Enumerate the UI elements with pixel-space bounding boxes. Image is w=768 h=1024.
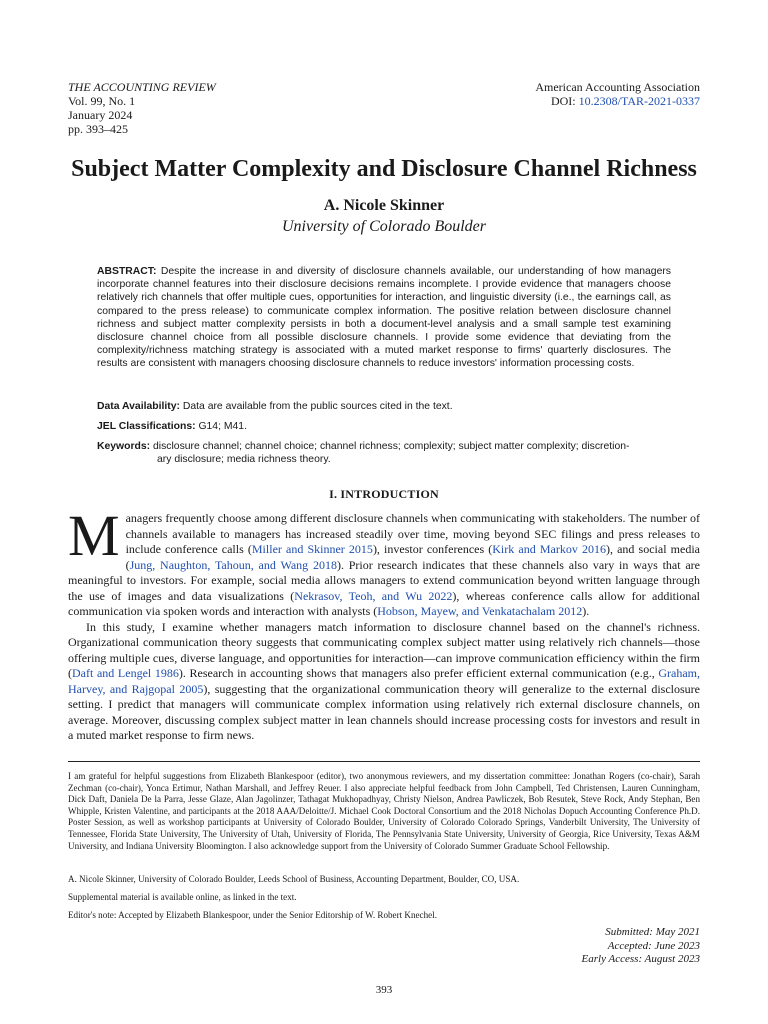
intro-paragraph-2: In this study, I examine whether managers match information to disclosure channel based on the channel's richness. Organizational communication theory suggests that communicating complex subject matter using relatively rich channels—those offering multiple cues, diverse language, and opportunities for interaction—can improve communication efficiency within the firm (Daft and Lengel 1986). Research in accounting shows that managers also prefer efficient external communication (e.g., Graham, Harvey, and Rajgopal 2005), suggesting that the organizational communication theory will generalize to the external disclosure setting. I predict that managers will communicate complex information using relatively rich external disclosure channels, on average. Moreover, discussing complex subject matter in lean channels should increase processing costs for investors and result in a muted market response to firm news. xyxy=(68,619,700,742)
abstract xyxy=(97,265,671,371)
citation-link[interactable]: Hobson, Mayew, and Venkatachalam 2012 xyxy=(377,604,583,618)
citation-link[interactable]: Kirk and Markov 2016 xyxy=(492,542,606,556)
journal-pages: pp. 393–425 xyxy=(68,122,128,136)
footnote-acknowledgment: I am grateful for helpful suggestions from Elizabeth Blankespoor (editor), two anonymous reviewers, and my dissertation committee: Jonathan Rogers (co-chair), Sarah Zechman (co-chair), Yonca Ertimur, Nathan Marshall, and Jeffrey Reuer. I also appreciate helpful feedback from John Campbell, Ted Christensen, Lauren Cunningham, Dick Daft, Daniela De la Parra, Jesse Glaze, Alan Jagolinzer, Tathagat Mukhopadhyay, Christy Nielson, Andrea Pawliczek, Bob Resutek, Steve Rock, Andy Stephan, Ben Whipple, Kristen Valentine, and participants at the 2018 AAA/Deloitte/J. Michael Cook Doctoral Consortium and the 2018 Nicholas Dopuch Accounting Conference Ph.D. Poster Session, as well as workshop participants at University of Colorado Boulder, University of Colorado Colorado Springs, Vanderbilt University, The University of Tennessee, Florida State University, The University of Utah, University of Florida, The Pennsylvania State University, University of Georgia, Rice University, Texas A&M University, and Indiana University Bloomington. I also acknowledge support from the University of Colorado Summer Graduate School Fellowship. xyxy=(68,771,700,851)
data-availability-text: Data are available from the public sources cited in the text. xyxy=(179,401,453,412)
citation-link[interactable]: Nekrasov, Teoh, and Wu 2022 xyxy=(294,588,453,603)
keywords-label: Keywords: xyxy=(97,441,151,452)
journal-name: THE ACCOUNTING REVIEW xyxy=(68,80,216,94)
doi-label: DOI: xyxy=(550,94,579,108)
section-heading: I. INTRODUCTION xyxy=(329,487,439,501)
citation-link[interactable]: Miller and Skinner 2015 xyxy=(251,542,373,556)
citation-link[interactable]: Daft and Lengel 1986 xyxy=(72,666,179,680)
publisher-header xyxy=(535,80,700,108)
citation-link[interactable]: Jung, Naughton, Tahoun, and Wang 2018 xyxy=(129,557,337,572)
jel-text: G14; M41. xyxy=(195,421,247,432)
data-availability xyxy=(97,400,671,413)
keywords-line-1: disclosure channel; channel choice; channel richness; complexity; subject matter complexity; discretion- xyxy=(150,441,630,452)
footnote-address: A. Nicole Skinner, University of Colorado Boulder, Leeds School of Business, Accounting Department, Boulder, CO, USA. xyxy=(68,874,520,884)
journal-volume: Vol. 99, No. 1 xyxy=(68,94,136,108)
author-name: A. Nicole Skinner xyxy=(323,197,445,214)
data-availability-label: Data Availability: xyxy=(97,401,180,412)
abstract-label: ABSTRACT: xyxy=(97,266,157,277)
submitted-date: Submitted: May 2021 xyxy=(605,926,700,938)
journal-header xyxy=(68,80,216,136)
page-number: 393 xyxy=(375,984,393,996)
keywords xyxy=(97,440,671,466)
keywords-line-2: ary disclosure; media richness theory. xyxy=(157,454,331,466)
paper-title: Subject Matter Complexity and Disclosure Channel Richness xyxy=(71,156,697,182)
introduction-body xyxy=(68,503,700,744)
journal-date: January 2024 xyxy=(68,108,133,122)
drop-cap: M xyxy=(68,503,120,568)
publisher-name: American Accounting Association xyxy=(535,80,700,94)
early-access-date: Early Access: August 2023 xyxy=(581,953,700,965)
citation-link[interactable]: Graham, Harvey, and Rajgopal 2005 xyxy=(68,666,700,696)
intro-paragraph-1: Managers frequently choose among different disclosure channels when communicating with stakeholders. The number of channels available to managers has increased steadily over time, moving beyond SEC filings and press releases to include conference calls (Miller and Skinner 2015), investor conferences (Kirk and Markov 2016), and social media (Jung, Naughton, Tahoun, and Wang 2018). Prior research indicates that these channels also vary in ways that are meaningful to investors. For example, social media allows managers to extend communication beyond written language through the use of images and data visualizations (Nekrasov, Teoh, and Wu 2022), whereas conference calls allow for additional communication via spoken words and interaction with analysts (Hobson, Mayew, and Venkatachalam 2012). xyxy=(68,503,700,618)
doi-line xyxy=(535,94,700,108)
accepted-date: Accepted: June 2023 xyxy=(607,939,700,952)
jel-classifications xyxy=(97,420,671,433)
publication-dates xyxy=(582,926,700,967)
author-affiliation: University of Colorado Boulder xyxy=(282,218,486,235)
abstract-text: Despite the increase in and diversity of disclosure channels available, our understanding of how managers incorporate channel features into their disclosure decisions remains incomplete. I provide evidence that managers choose relatively rich channels that offer multiple cues, opportunities for interaction, and linguistic diversity (i.e., the earnings call, as compared to the press release) to communicate complex information. The positive relation between disclosure channel richness and subject matter complexity persists in both a document-level analysis and a small sample test examining disclosure channel choice from all possible disclosure channels. I provide some evidence that deviating from the complexity/richness matching strategy is associated with a muted market response to firms' quarterly disclosures. The results are consistent with managers choosing disclosure channels to reduce investors' information processing costs. xyxy=(97,266,671,370)
doi-link[interactable]: 10.2308/TAR-2021-0337 xyxy=(578,94,700,108)
footnote-divider xyxy=(68,761,700,762)
jel-label: JEL Classifications: xyxy=(97,421,196,432)
footnote-editor-note: Editor's note: Accepted by Elizabeth Blankespoor, under the Senior Editorship of W. Robert Knechel. xyxy=(68,910,437,920)
footnote-supplemental: Supplemental material is available online, as linked in the text. xyxy=(68,892,297,902)
